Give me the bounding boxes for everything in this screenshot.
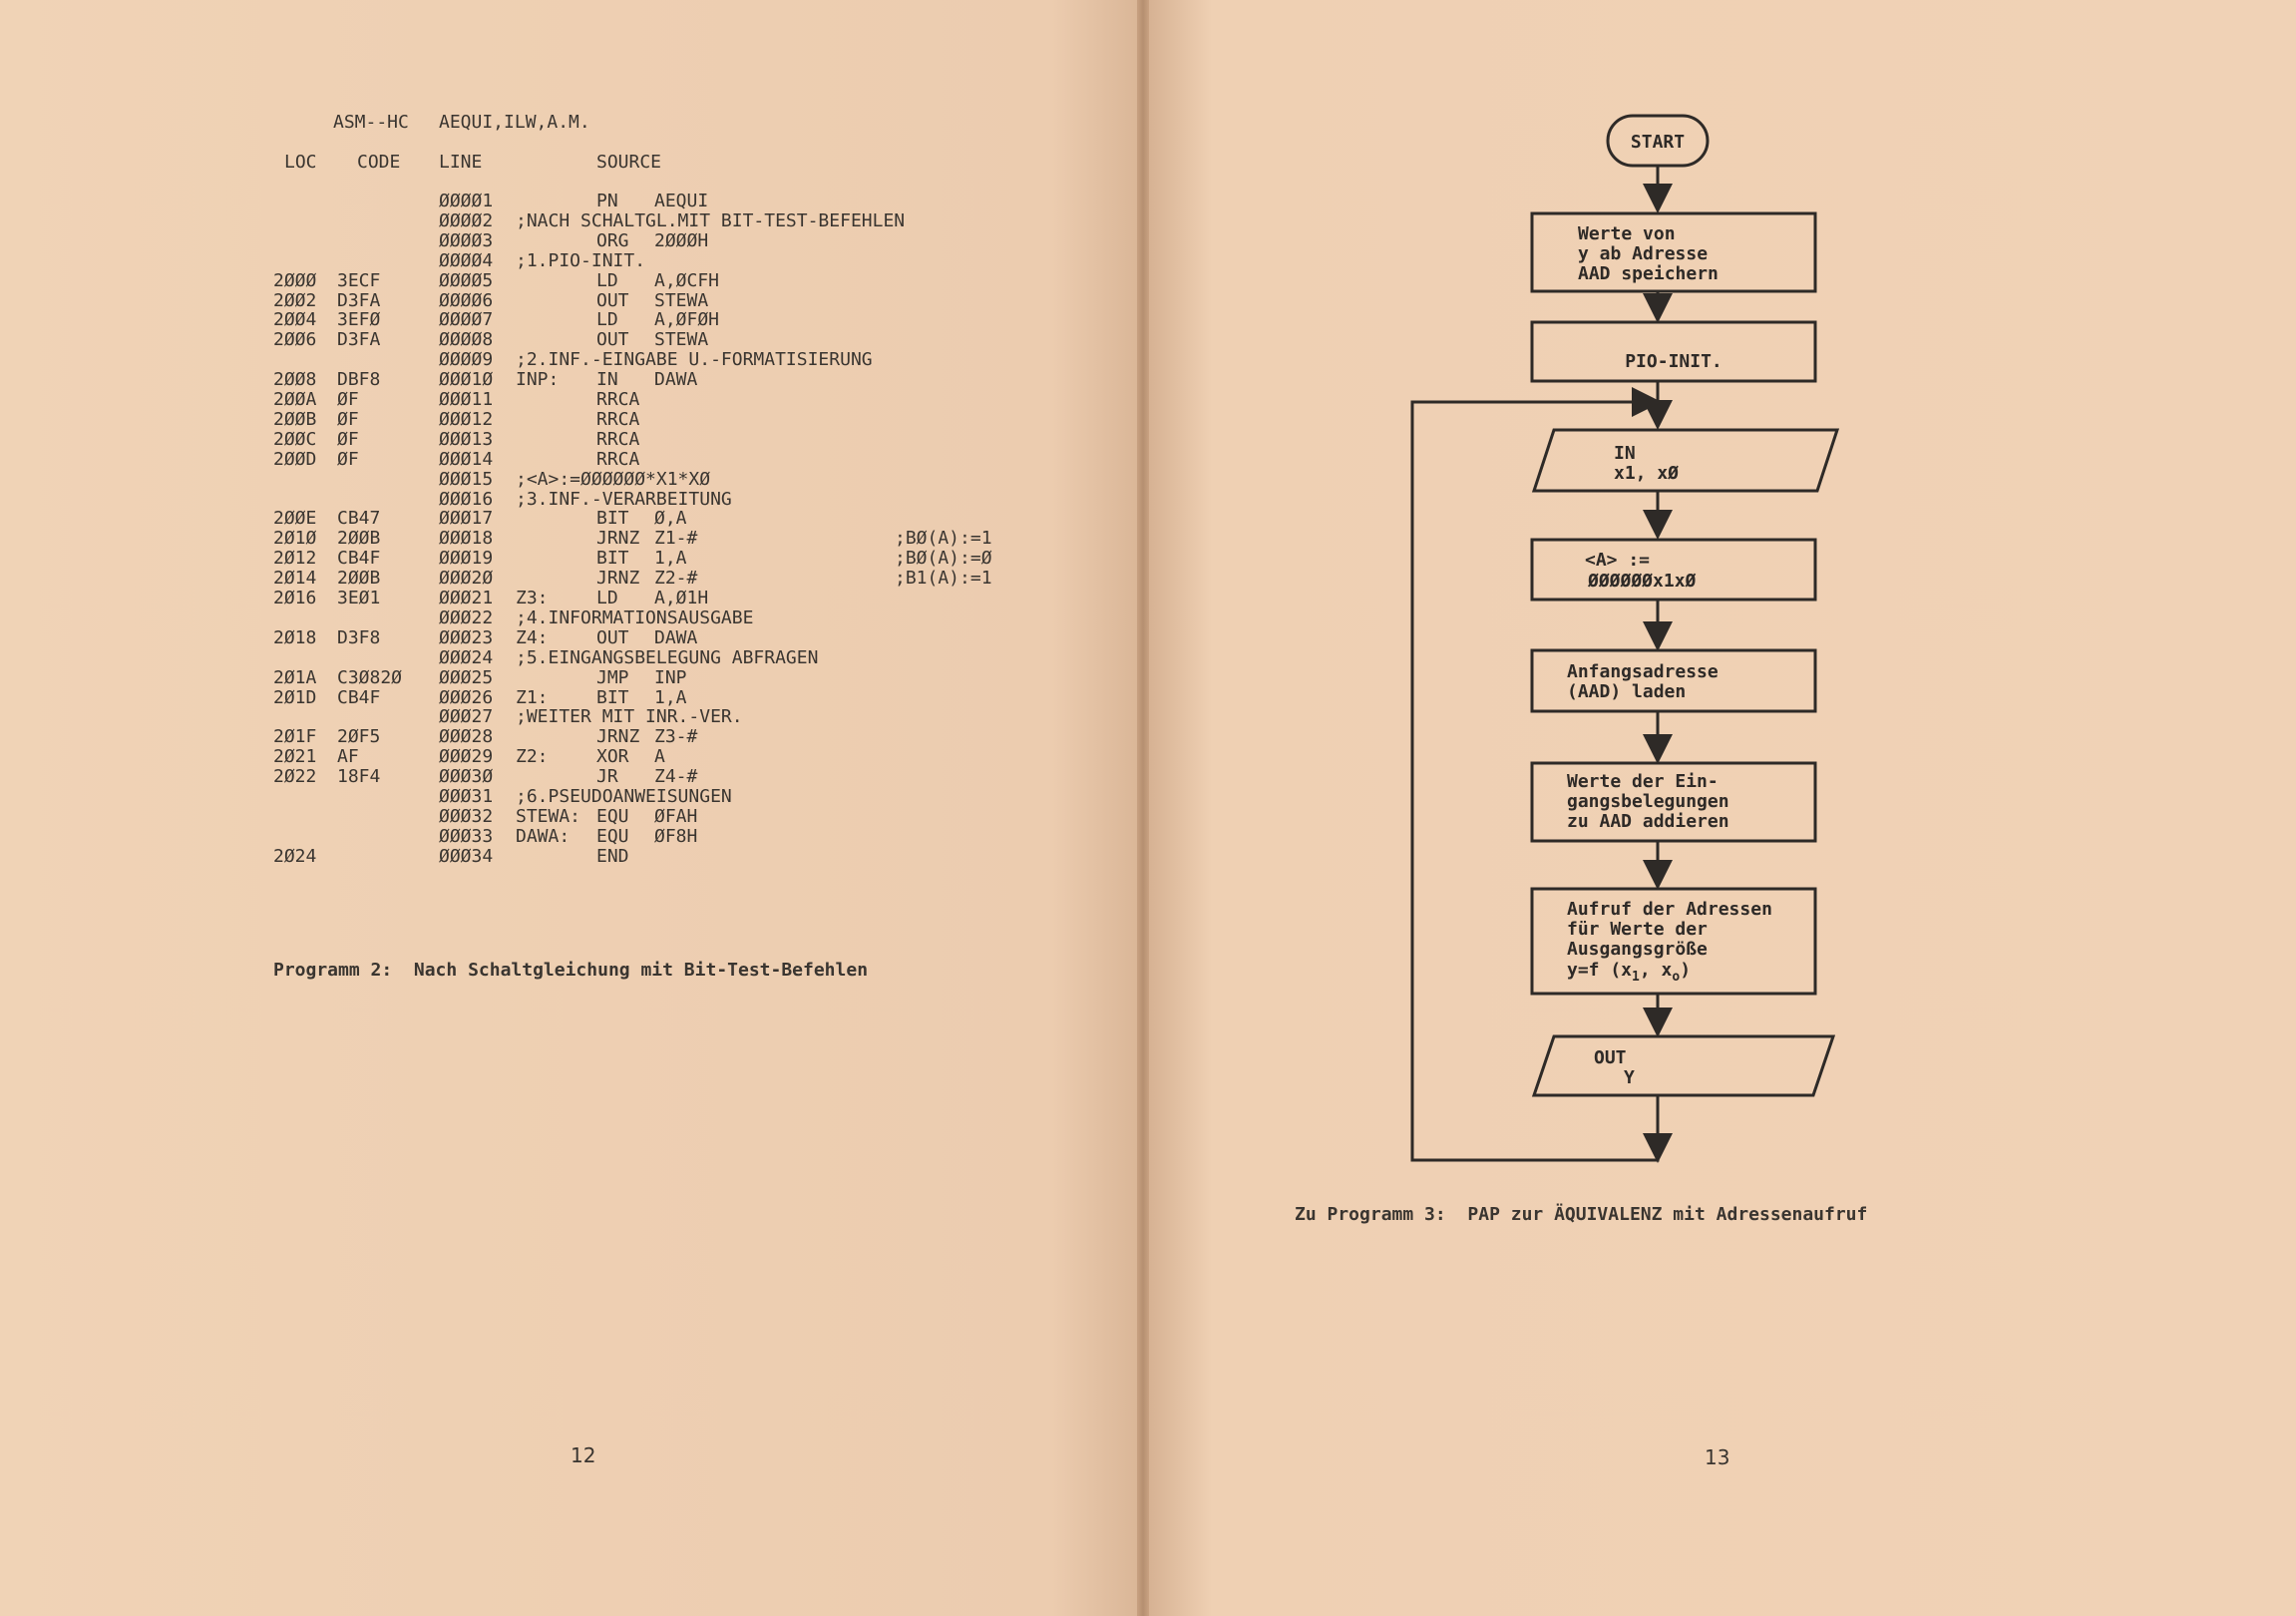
listing-line: ØØØ11: [439, 389, 494, 410]
listing-code: D3FA: [337, 329, 381, 351]
listing-code: DBF8: [337, 369, 381, 391]
listing-code: AF: [337, 746, 359, 768]
listing-line: ØØØ27: [439, 706, 494, 728]
listing-arg: INP: [654, 666, 687, 688]
listing-line: ØØØØ5: [439, 269, 494, 291]
listing-line: ØØØ33: [439, 825, 494, 847]
listing-code: ØF: [337, 389, 359, 410]
listing-line: ØØØ22: [439, 606, 494, 628]
page-number-left: 12: [571, 1443, 596, 1467]
input-in-text: IN x1, xØ: [1614, 443, 1680, 484]
start-label: START: [1630, 132, 1686, 153]
listing-comment: ;B1(A):=1: [895, 568, 992, 590]
listing-code: C3Ø82Ø: [337, 666, 403, 688]
listing-line: ØØØ21: [439, 588, 494, 608]
listing-code: ØF: [337, 448, 359, 470]
listing-comment: ;BØ(A):=Ø: [895, 548, 992, 570]
process-load-start-address-text: Anfangsadresse (AAD) laden: [1567, 661, 1719, 702]
listing-label: Z1:: [516, 686, 549, 708]
flowchart-caption: Zu Programm 3: PAP zur ÄQUIVALENZ mit Adressenaufruf: [1295, 1204, 1868, 1225]
listing-op: RRCA: [596, 389, 640, 410]
listing-line: ØØØ26: [439, 686, 494, 708]
listing-arg: STEWA: [654, 329, 709, 351]
listing-line: ØØØ12: [439, 408, 494, 430]
listing-line: ØØØ1Ø: [439, 369, 494, 391]
listing-line: ØØØØ7: [439, 309, 494, 331]
listing-line: ØØØ29: [439, 746, 494, 768]
column-header-loc: LOC: [284, 152, 317, 173]
listing-label: ;3.INF.-VERARBEITUNG: [516, 488, 732, 510]
listing-loc: 2Ø22: [273, 766, 317, 788]
column-header-code: CODE: [357, 152, 401, 173]
listing-code: 2ØØB: [337, 568, 381, 590]
listing-label: ;6.PSEUDOANWEISUNGEN: [516, 786, 732, 807]
listing-op: BIT: [596, 686, 629, 708]
listing-program-name: ASM--HC: [333, 112, 409, 133]
listing-op: XOR: [596, 746, 629, 768]
listing-arg: DAWA: [654, 369, 698, 391]
listing-op: JRNZ: [596, 726, 640, 748]
listing-loc: 2ØØC: [273, 428, 317, 450]
listing-label: ;<A>:=ØØØØØØ*X1*XØ: [516, 468, 711, 490]
listing-line: ØØØ15: [439, 468, 494, 490]
listing-code: ØF: [337, 408, 359, 430]
listing-label: Z4:: [516, 626, 549, 648]
listing-arg: STEWA: [654, 289, 709, 311]
listing-label: Z2:: [516, 746, 549, 768]
listing-code: CB47: [337, 508, 381, 530]
listing-line: ØØØØ6: [439, 289, 494, 311]
listing-line: ØØØØ8: [439, 329, 494, 351]
listing-loc: 2Ø14: [273, 568, 317, 590]
listing-op: JR: [596, 766, 618, 788]
listing-label: DAWA:: [516, 825, 571, 847]
listing-loc: 2ØØA: [273, 389, 317, 410]
listing-code: CB4F: [337, 686, 381, 708]
listing-code: ØF: [337, 428, 359, 450]
listing-label: INP:: [516, 369, 560, 391]
listing-code: CB4F: [337, 548, 381, 570]
listing-title: AEQUI,ILW,A.M.: [439, 112, 590, 133]
flowchart: [1143, 0, 2296, 1616]
listing-code: 3EFØ: [337, 309, 381, 331]
listing-op: JRNZ: [596, 568, 640, 590]
listing-line: ØØØØ9: [439, 349, 494, 371]
process-add-inputs-text: Werte der Ein- gangsbelegungen zu AAD addieren: [1567, 771, 1729, 832]
listing-arg: ØFAH: [654, 805, 698, 827]
listing-line: ØØØ24: [439, 646, 494, 668]
listing-op: OUT: [596, 289, 629, 311]
listing-line: ØØØ17: [439, 508, 494, 530]
listing-line: ØØØØ2: [439, 209, 494, 231]
listing-op: EQU: [596, 825, 629, 847]
listing-label: ;2.INF.-EINGABE U.-FORMATISIERUNG: [516, 349, 873, 371]
listing-loc: 2Ø1F: [273, 726, 317, 748]
listing-op: LD: [596, 309, 618, 331]
listing-code: 2ØF5: [337, 726, 381, 748]
listing-line: ØØØ32: [439, 805, 494, 827]
listing-loc: 2ØØØ: [273, 269, 317, 291]
listing-loc: 2ØØE: [273, 508, 317, 530]
listing-loc: 2Ø16: [273, 588, 317, 608]
listing-line: ØØØ19: [439, 548, 494, 570]
listing-line: ØØØØ4: [439, 249, 494, 271]
listing-arg: Z2-#: [654, 568, 698, 590]
listing-line: ØØØ3Ø: [439, 766, 494, 788]
listing-op: RRCA: [596, 448, 640, 470]
listing-comment: ;BØ(A):=1: [895, 528, 992, 550]
listing-op: JMP: [596, 666, 629, 688]
listing-op: BIT: [596, 508, 629, 530]
listing-caption: Programm 2: Nach Schaltgleichung mit Bit-Test-Befehlen: [273, 960, 869, 981]
listing-op: IN: [596, 369, 618, 391]
listing-arg: Z3-#: [654, 726, 698, 748]
listing-loc: 2Ø21: [273, 746, 317, 768]
listing-loc: 2ØØ2: [273, 289, 317, 311]
listing-op: JRNZ: [596, 528, 640, 550]
listing-code: 3EØ1: [337, 588, 381, 608]
column-header-source: SOURCE: [596, 152, 662, 173]
listing-line: ØØØ23: [439, 626, 494, 648]
listing-line: ØØØ28: [439, 726, 494, 748]
listing-op: EQU: [596, 805, 629, 827]
listing-code: 18F4: [337, 766, 381, 788]
listing-loc: 2ØØB: [273, 408, 317, 430]
listing-op: OUT: [596, 329, 629, 351]
listing-op: LD: [596, 269, 618, 291]
listing-loc: 2Ø1A: [273, 666, 317, 688]
listing-op: BIT: [596, 548, 629, 570]
listing-arg: DAWA: [654, 626, 698, 648]
listing-arg: 1,A: [654, 686, 687, 708]
listing-line: ØØØØ1: [439, 191, 494, 211]
listing-op: OUT: [596, 626, 629, 648]
listing-code: D3FA: [337, 289, 381, 311]
column-header-line: LINE: [439, 152, 483, 173]
listing-line: ØØØ34: [439, 845, 494, 867]
listing-arg: A: [654, 746, 665, 768]
listing-label: ;NACH SCHALTGL.MIT BIT-TEST-BEFEHLEN: [516, 209, 906, 231]
listing-arg: A,ØFØH: [654, 309, 720, 331]
listing-op: RRCA: [596, 408, 640, 430]
listing-arg: Ø,A: [654, 508, 687, 530]
listing-arg: ØF8H: [654, 825, 698, 847]
listing-label: ;WEITER MIT INR.-VER.: [516, 706, 743, 728]
listing-loc: 2ØØD: [273, 448, 317, 470]
listing-op: RRCA: [596, 428, 640, 450]
listing-op: END: [596, 845, 629, 867]
listing-loc: 2ØØ6: [273, 329, 317, 351]
listing-op: ORG: [596, 229, 629, 251]
listing-line: ØØØ14: [439, 448, 494, 470]
listing-label: ;4.INFORMATIONSAUSGABE: [516, 606, 754, 628]
listing-line: ØØØ25: [439, 666, 494, 688]
process-format-a-text: <A> := ØØØØØØx1xØ: [1585, 550, 1697, 592]
listing-line: ØØØØ3: [439, 229, 494, 251]
listing-loc: 2Ø24: [273, 845, 317, 867]
process-address-call-formula: y=f ($x_1$, $x_o$): [1567, 960, 1692, 985]
listing-label: STEWA:: [516, 805, 581, 827]
listing-arg: AEQUI: [654, 191, 709, 211]
listing-line: ØØØ31: [439, 786, 494, 807]
process-address-call-text: Aufruf der Adressen für Werte der Ausgangsgröße: [1567, 899, 1772, 960]
listing-arg: A,Ø1H: [654, 588, 709, 608]
listing-code: D3F8: [337, 626, 381, 648]
listing-loc: 2Ø1D: [273, 686, 317, 708]
listing-arg: 2ØØØH: [654, 229, 709, 251]
listing-label: ;5.EINGANGSBELEGUNG ABFRAGEN: [516, 646, 819, 668]
output-out: [1534, 1036, 1833, 1095]
listing-arg: A,ØCFH: [654, 269, 720, 291]
listing-arg: 1,A: [654, 548, 687, 570]
listing-line: ØØØ2Ø: [439, 568, 494, 590]
page-number-right: 13: [1705, 1445, 1730, 1469]
listing-label: ;1.PIO-INIT.: [516, 249, 646, 271]
listing-code: 3ECF: [337, 269, 381, 291]
listing-loc: 2ØØ8: [273, 369, 317, 391]
listing-op: PN: [596, 191, 618, 211]
listing-loc: 2Ø1Ø: [273, 528, 317, 550]
listing-loc: 2ØØ4: [273, 309, 317, 331]
listing-line: ØØØ16: [439, 488, 494, 510]
process-store-values-text: Werte von y ab Adresse AAD speichern: [1578, 223, 1719, 284]
listing-op: LD: [596, 588, 618, 608]
output-out-text: OUT Y: [1594, 1047, 1635, 1088]
listing-loc: 2Ø12: [273, 548, 317, 570]
process-pio-init-text: PIO-INIT.: [1625, 351, 1722, 372]
listing-arg: Z1-#: [654, 528, 698, 550]
listing-code: 2ØØB: [337, 528, 381, 550]
listing-line: ØØØ18: [439, 528, 494, 550]
listing-line: ØØØ13: [439, 428, 494, 450]
input-in: [1534, 430, 1837, 491]
listing-loc: 2Ø18: [273, 626, 317, 648]
listing-arg: Z4-#: [654, 766, 698, 788]
listing-label: Z3:: [516, 588, 549, 608]
